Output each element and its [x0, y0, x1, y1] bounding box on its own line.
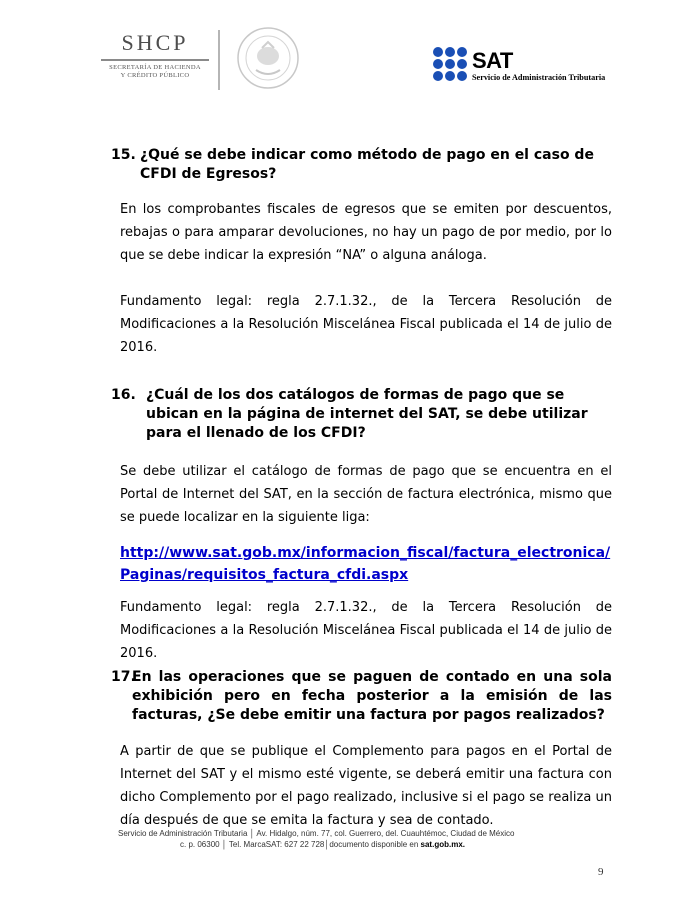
question-15-heading: [111, 146, 612, 184]
shcp-subtitle-2: Y CRÉDITO PÚBLICO: [120, 72, 190, 79]
question-text: ¿Qué se debe indicar como método de pago en el caso de CFDI de Egresos?: [140, 147, 594, 182]
shcp-rule: [101, 59, 209, 61]
shcp-logo: [95, 30, 215, 80]
catalog-link[interactable]: [120, 542, 612, 586]
shcp-name: SHCP: [121, 30, 189, 55]
question-16-heading: [111, 386, 612, 443]
question-number: 16.: [111, 387, 136, 403]
shcp-subtitle-1: SECRETARÍA DE HACIENDA: [109, 64, 201, 71]
sat-subtitle: Servicio de Administración Tributaria: [472, 73, 606, 82]
question-number: 17.: [111, 669, 136, 685]
question-text: En las operaciones que se paguen de contado en una sola exhibición pero en fecha posterior a la emisión de las facturas, ¿Se debe emitir una factura por pagos realizados?: [132, 669, 612, 723]
footer-site: sat.gob.mx.: [420, 840, 465, 849]
question-15-answer: En los comprobantes fiscales de egresos que se emiten por descuentos, rebajas o para amparar devoluciones, no hay un pago de por medio, por lo que se debe indicar la expresión “NA” o alguna análoga.: [120, 202, 612, 263]
sat-wordmark: SAT: [472, 48, 513, 73]
question-number: 15.: [111, 147, 136, 163]
question-17-heading: [111, 668, 612, 725]
question-17: [111, 668, 612, 725]
question-17-answer: A partir de que se publique el Complemento para pagos en el Portal de Internet del SAT y el mismo esté vigente, se deberá emitir una factura con dicho Complemento por el pago realizado, inclusive si el pago se realiza un día después de que se emita la factura y sea de contado.: [120, 744, 612, 828]
question-15: [111, 146, 612, 184]
header-divider: [218, 30, 220, 90]
sat-dots-icon: [432, 46, 468, 82]
question-16: [111, 386, 612, 443]
page-header: [0, 0, 697, 110]
catalog-link-line-1[interactable]: http://www.sat.gob.mx/informacion_fiscal/factura_electronica/: [120, 545, 611, 561]
sat-logo: [432, 46, 632, 86]
coat-of-arms-seal-icon: [236, 26, 300, 90]
question-15-legal-basis: Fundamento legal: regla 2.7.1.32., de la Tercera Resolución de Modificaciones a la Resolución Miscelánea Fiscal publicada el 14 de julio de 2016.: [120, 294, 612, 355]
footer-contact-line: [118, 839, 598, 850]
footer-contact-text: c. p. 06300 │ Tel. MarcaSAT: 627 22 728│documento disponible en: [180, 840, 421, 849]
question-16-legal-basis: Fundamento legal: regla 2.7.1.32., de la Tercera Resolución de Modificaciones a la Resolución Miscelánea Fiscal publicada el 14 de julio de 2016.: [120, 600, 612, 661]
page-number: 9: [598, 866, 604, 878]
question-16-answer: Se debe utilizar el catálogo de formas de pago que se encuentra en el Portal de Internet del SAT, en la sección de factura electrónica, mismo que se puede localizar en la siguiente liga:: [120, 464, 612, 525]
footer-address-line: Servicio de Administración Tributaria │ Av. Hidalgo, núm. 77, col. Guerrero, del. Cuauhtémoc, Ciudad de México: [118, 829, 515, 838]
question-text: ¿Cuál de los dos catálogos de formas de pago que se ubican en la página de internet del SAT, se debe utilizar para el llenado de los CFDI?: [146, 387, 588, 441]
page-footer: [118, 828, 598, 850]
catalog-link-line-2[interactable]: Paginas/requisitos_factura_cfdi.aspx: [120, 567, 409, 583]
